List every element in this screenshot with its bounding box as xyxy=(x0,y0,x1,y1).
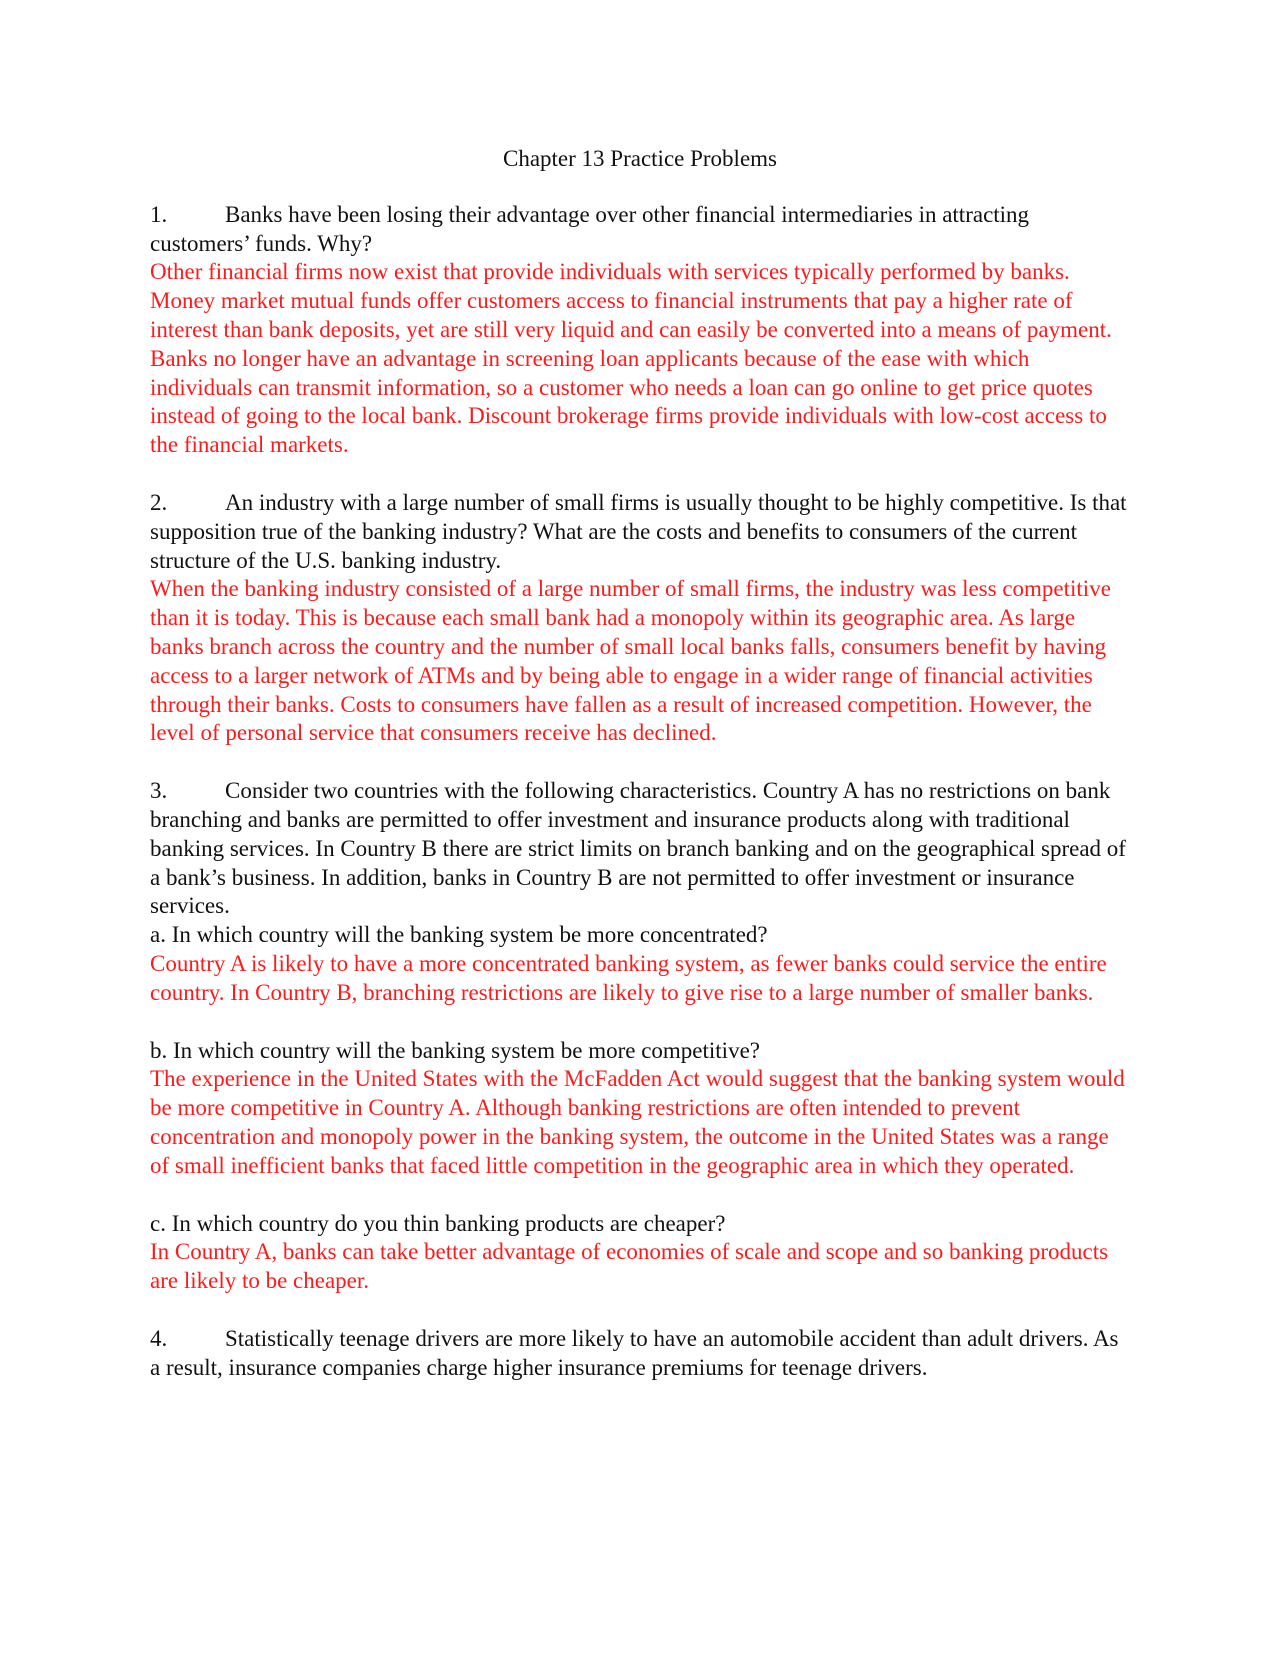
question-3 xyxy=(150,777,1130,921)
question-text: Statistically teenage drivers are more likely to have an automobile accident than adult drivers. As a result, insurance companies charge higher insurance premiums for teenage drivers. xyxy=(150,1325,1119,1380)
question-2 xyxy=(150,489,1130,575)
question-number: 2. xyxy=(150,489,168,515)
question-3c: c. In which country do you thin banking products are cheaper? xyxy=(150,1210,726,1236)
question-number: 3. xyxy=(150,778,168,804)
question-number: 1. xyxy=(150,201,168,227)
question-1 xyxy=(150,201,1130,259)
question-text: An industry with a large number of small firms is usually thought to be highly competitive. Is that supposition true of the banking industry? What are the costs and benefits to consumers of the current structure of the U.S. banking industry. xyxy=(150,489,1127,573)
document-page xyxy=(150,145,1130,1382)
question-3b: b. In which country will the banking system be more competitive? xyxy=(150,1037,760,1063)
page-title: Chapter 13 Practice Problems xyxy=(502,146,777,171)
question-text: Banks have been losing their advantage over other financial intermediaries in attracting customers’ funds. Why? xyxy=(150,201,1030,256)
answer-3c: In Country A, banks can take better advantage of economies of scale and scope and so banking products are likely to be cheaper. xyxy=(150,1239,1109,1294)
answer-2: When the banking industry consisted of a large number of small firms, the industry was less competitive than it is today. This is because each small bank had a monopoly within its geographic area. As large banks branch across the country and the number of small local banks falls, consumers benefit by having access to a larger network of ATMs and by being able to engage in a wider range of financial activities through their banks. Costs to consumers have fallen as a result of increased competition. However, the level of personal service that consumers receive has declined. xyxy=(150,576,1111,746)
question-text: Consider two countries with the following characteristics. Country A has no restrictions on bank branching and banks are permitted to offer investment and insurance products along with traditional banking services. In Country B there are strict limits on branch banking and on the geographical spread of a bank’s business. In addition, banks in Country B are not permitted to offer investment or insurance services. xyxy=(150,778,1126,919)
answer-1: Other financial firms now exist that provide individuals with services typically performed by banks. Money market mutual funds offer customers access to financial instruments that pay a higher rate of interest than bank deposits, yet are still very liquid and can easily be converted into a means of payment. Banks no longer have an advantage in screening loan applicants because of the ease with which individuals can transmit information, so a customer who needs a loan can go online to get price quotes instead of going to the local bank. Discount brokerage firms provide individuals with low-cost access to the financial markets. xyxy=(150,259,1112,458)
question-3a: a. In which country will the banking system be more concentrated? xyxy=(150,922,768,948)
question-4 xyxy=(150,1325,1130,1383)
answer-3a: Country A is likely to have a more concentrated banking system, as fewer banks could service the entire country. In Country B, branching restrictions are likely to give rise to a large number of smaller banks. xyxy=(150,950,1107,1005)
question-number: 4. xyxy=(150,1325,168,1351)
answer-3b: The experience in the United States with the McFadden Act would suggest that the banking system would be more competitive in Country A. Although banking restrictions are often intended to prevent concentration and monopoly power in the banking system, the outcome in the United States was a range of small inefficient banks that faced little competition in the geographic area in which they operated. xyxy=(150,1066,1125,1178)
